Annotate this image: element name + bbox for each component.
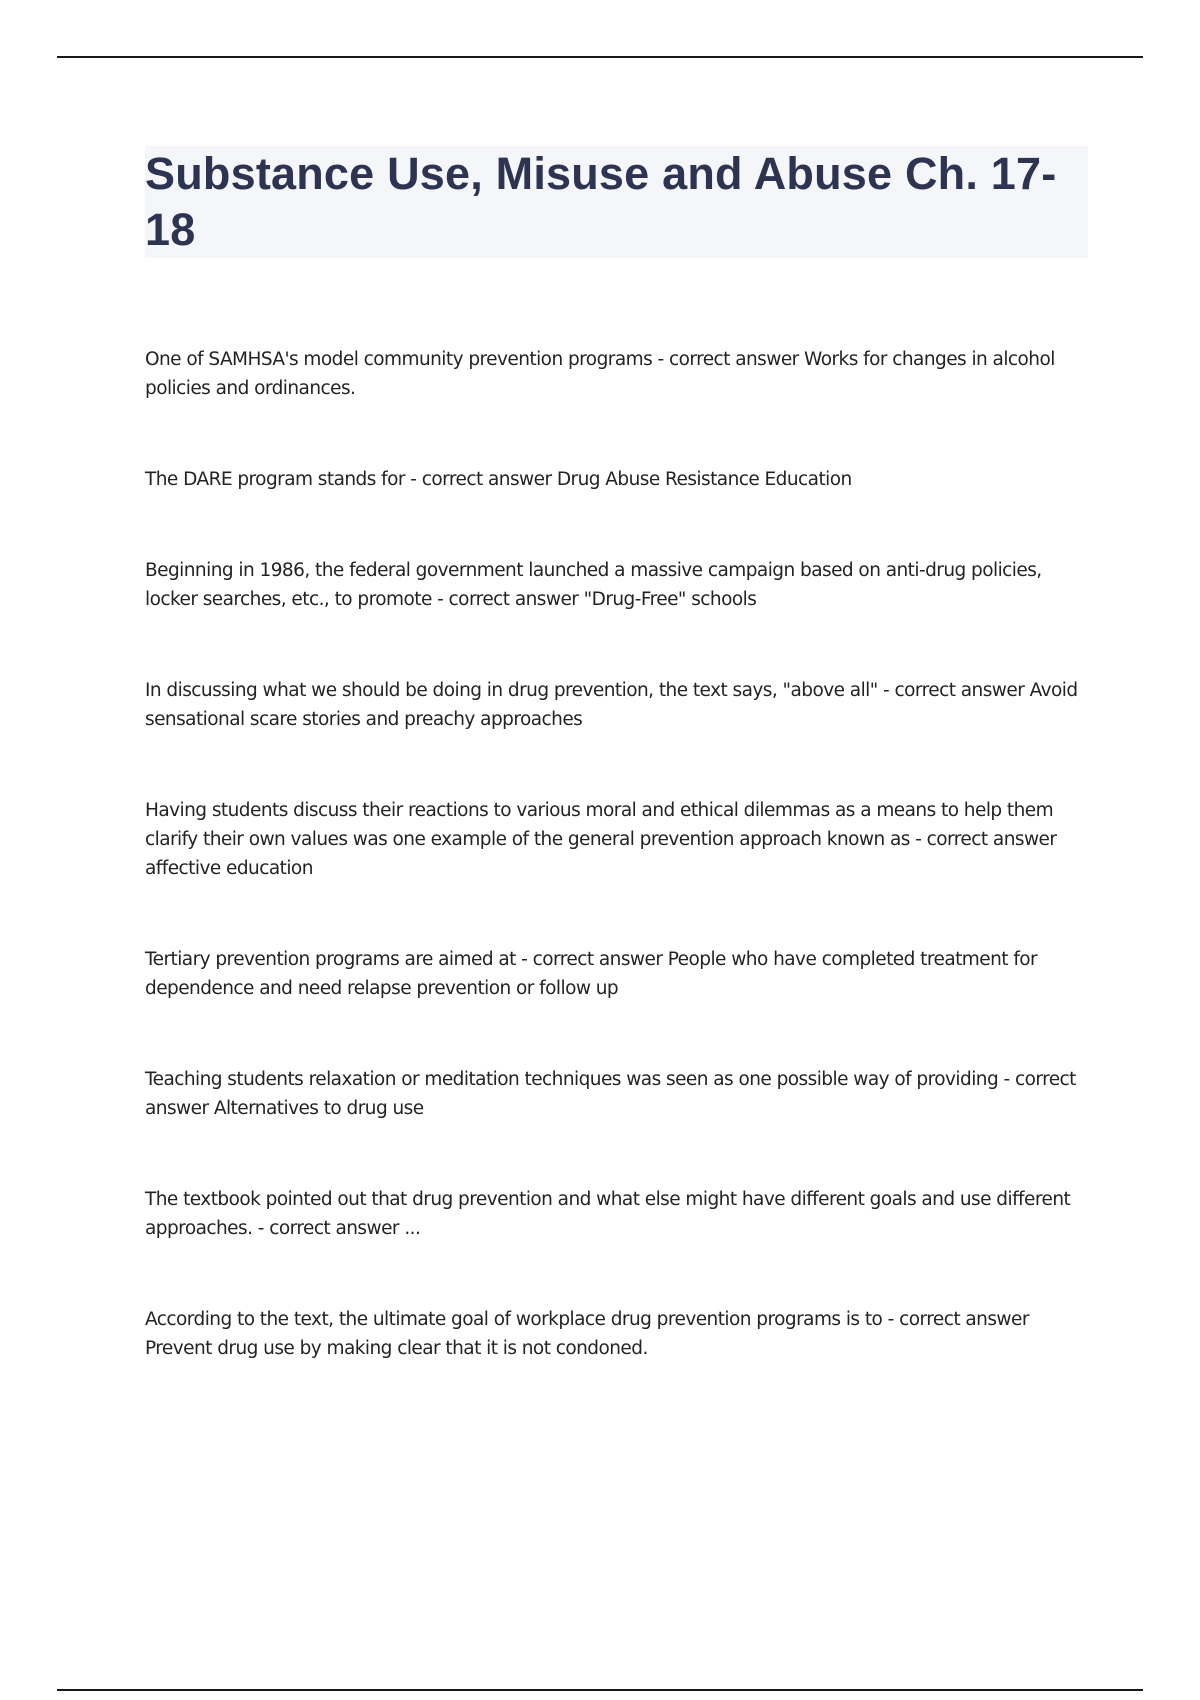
qa-item: According to the text, the ultimate goal of workplace drug prevention programs is to - correct answer Prevent drug use by making clear that it is not condoned. xyxy=(145,1309,1029,1359)
qa-item: In discussing what we should be doing in drug prevention, the text says, "above all" - correct answer Avoid sensational scare stories and preachy approaches xyxy=(145,680,1078,730)
qa-item: The textbook pointed out that drug prevention and what else might have different goals and use different approaches. - correct answer ... xyxy=(145,1189,1071,1239)
top-rule xyxy=(57,56,1143,58)
qa-item: Having students discuss their reactions to various moral and ethical dilemmas as a means to help them clarify their own values was one example of the general prevention approach known as - correct answer affective education xyxy=(145,800,1057,879)
qa-item: Tertiary prevention programs are aimed at - correct answer People who have completed treatment for dependence and need relapse prevention or follow up xyxy=(145,949,1038,999)
qa-item: One of SAMHSA's model community prevention programs - correct answer Works for changes in alcohol policies and ordinances. xyxy=(145,349,1055,399)
document-title: Substance Use, Misuse and Abuse Ch. 17-18 xyxy=(145,148,1057,255)
qa-item: The DARE program stands for - correct answer Drug Abuse Resistance Education xyxy=(145,469,852,490)
qa-list xyxy=(145,345,1095,1425)
qa-item: Teaching students relaxation or meditation techniques was seen as one possible way of providing - correct answer Alternatives to drug use xyxy=(145,1069,1076,1119)
bottom-rule xyxy=(57,1689,1143,1691)
title-block xyxy=(145,146,1088,258)
qa-item: Beginning in 1986, the federal government launched a massive campaign based on anti-drug policies, locker searches, etc., to promote - correct answer "Drug-Free" schools xyxy=(145,560,1042,610)
